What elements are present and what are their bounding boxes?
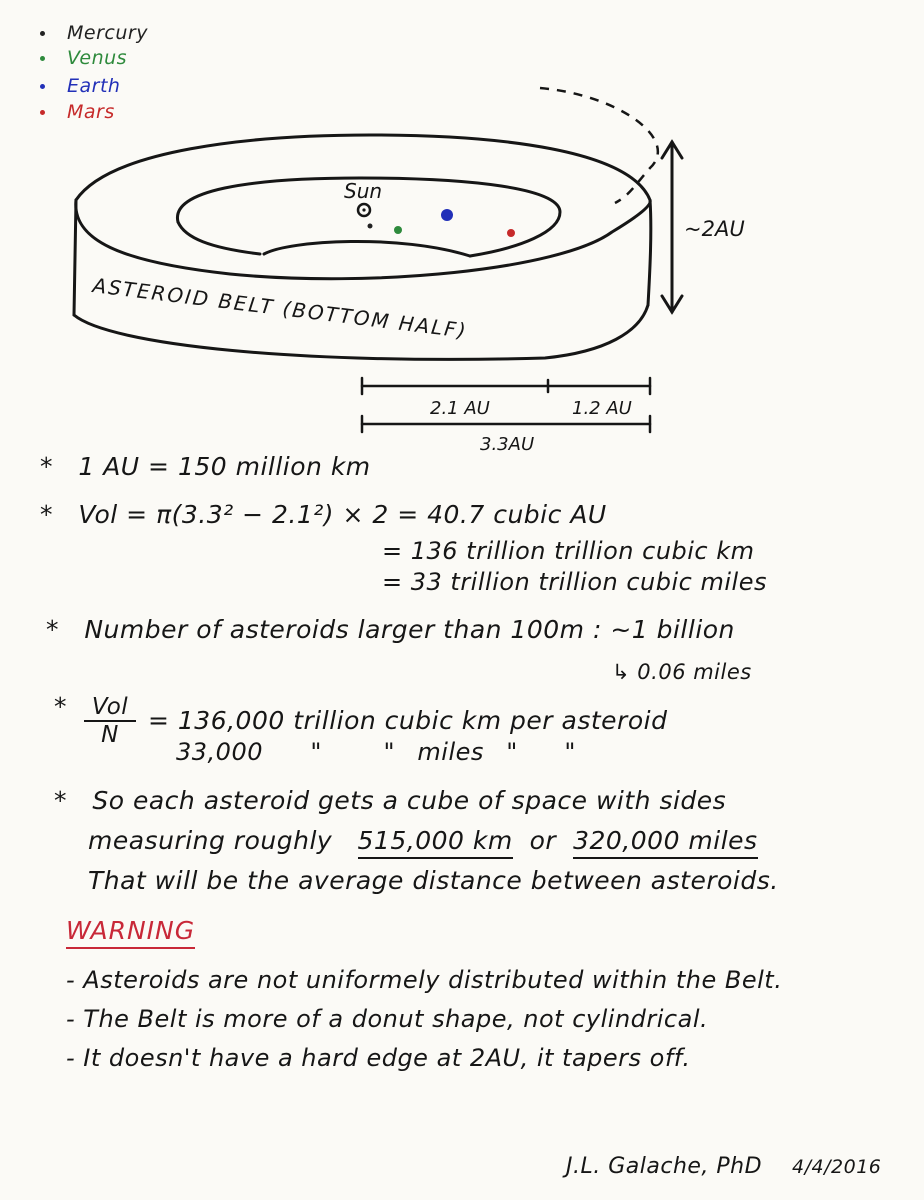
earth-marker bbox=[441, 209, 453, 221]
note-count bbox=[46, 615, 735, 644]
count-footnote bbox=[612, 660, 752, 684]
ratio-denominator: N bbox=[101, 722, 119, 748]
bullet-marker: * bbox=[40, 500, 53, 529]
legend-label-earth: Earth bbox=[67, 75, 121, 97]
mercury-marker bbox=[368, 224, 373, 229]
asteroid-count: Number of asteroids larger than 100m : ~1 billion bbox=[84, 615, 735, 644]
legend-label-mars: Mars bbox=[67, 101, 115, 123]
ratio-numerator: Vol bbox=[84, 694, 136, 722]
ratio-fraction bbox=[84, 694, 136, 748]
cube-miles-value: 320,000 miles bbox=[573, 826, 757, 859]
inner-radius-label: 2.1 AU bbox=[430, 398, 490, 419]
ditto-mark: " bbox=[564, 738, 576, 766]
venus-marker bbox=[394, 226, 402, 234]
height-arrow bbox=[662, 142, 682, 312]
curved-arrow-icon: ↳ bbox=[612, 660, 631, 684]
volume-formula: Vol = π(3.3² − 2.1²) × 2 = 40.7 cubic AU bbox=[78, 500, 607, 529]
signature bbox=[566, 1154, 881, 1179]
belt-inner-floor bbox=[264, 241, 470, 256]
ditto-mark: " bbox=[310, 738, 322, 766]
height-label: ~2AU bbox=[684, 217, 745, 241]
cube-measuring: measuring roughly bbox=[88, 826, 333, 855]
note-volume bbox=[40, 500, 607, 529]
volume-km: = 136 trillion trillion cubic km bbox=[382, 537, 755, 565]
sun-label: Sun bbox=[344, 179, 383, 203]
warning-title: WARNING bbox=[66, 916, 195, 949]
size-in-miles: 0.06 miles bbox=[637, 660, 752, 684]
warning-item-3: - It doesn't have a hard edge at 2AU, it tapers off. bbox=[66, 1044, 691, 1072]
note-date: 4/4/2016 bbox=[792, 1156, 882, 1178]
mars-marker bbox=[507, 229, 515, 237]
ratio-miles-value: 33,000 bbox=[176, 738, 263, 766]
note-cube bbox=[54, 786, 726, 815]
legend-label-venus: Venus bbox=[67, 47, 128, 69]
cube-or: or bbox=[529, 826, 557, 855]
ditto-mark: " bbox=[383, 738, 396, 766]
ratio-miles-unit: miles bbox=[417, 738, 484, 766]
legend-label-mercury: Mercury bbox=[67, 22, 148, 44]
belt-left-side bbox=[74, 200, 76, 315]
width-label: 1.2 AU bbox=[572, 398, 632, 419]
belt-front-edge bbox=[76, 200, 650, 279]
outer-radius-label: 3.3AU bbox=[480, 434, 535, 455]
bullet-marker: * bbox=[40, 452, 53, 481]
cube-line-2 bbox=[88, 826, 758, 855]
ditto-mark: " bbox=[506, 738, 518, 766]
bullet-marker: * bbox=[46, 615, 59, 644]
cube-km-value: 515,000 km bbox=[358, 826, 513, 859]
au-definition: 1 AU = 150 million km bbox=[78, 452, 371, 481]
author-name: J.L. Galache, PhD bbox=[566, 1154, 763, 1179]
cube-line-3: That will be the average distance between asteroids. bbox=[88, 866, 779, 895]
bullet-marker: * bbox=[54, 786, 67, 815]
warning-item-2: - The Belt is more of a donut shape, not cylindrical. bbox=[66, 1005, 709, 1033]
belt-label: ASTEROID BELT (BOTTOM HALF) bbox=[91, 273, 469, 343]
note-au bbox=[40, 452, 371, 481]
warning-item-1: - Asteroids are not uniformely distributed within the Belt. bbox=[66, 966, 783, 994]
ratio-miles-row bbox=[176, 738, 600, 766]
asteroid-belt-diagram bbox=[0, 0, 924, 460]
cube-line-1: So each asteroid gets a cube of space with sides bbox=[92, 786, 727, 815]
volume-miles: = 33 trillion trillion cubic miles bbox=[382, 568, 767, 596]
bullet-marker-ratio: * bbox=[54, 692, 67, 721]
ratio-km: = 136,000 trillion cubic km per asteroid bbox=[148, 706, 668, 735]
